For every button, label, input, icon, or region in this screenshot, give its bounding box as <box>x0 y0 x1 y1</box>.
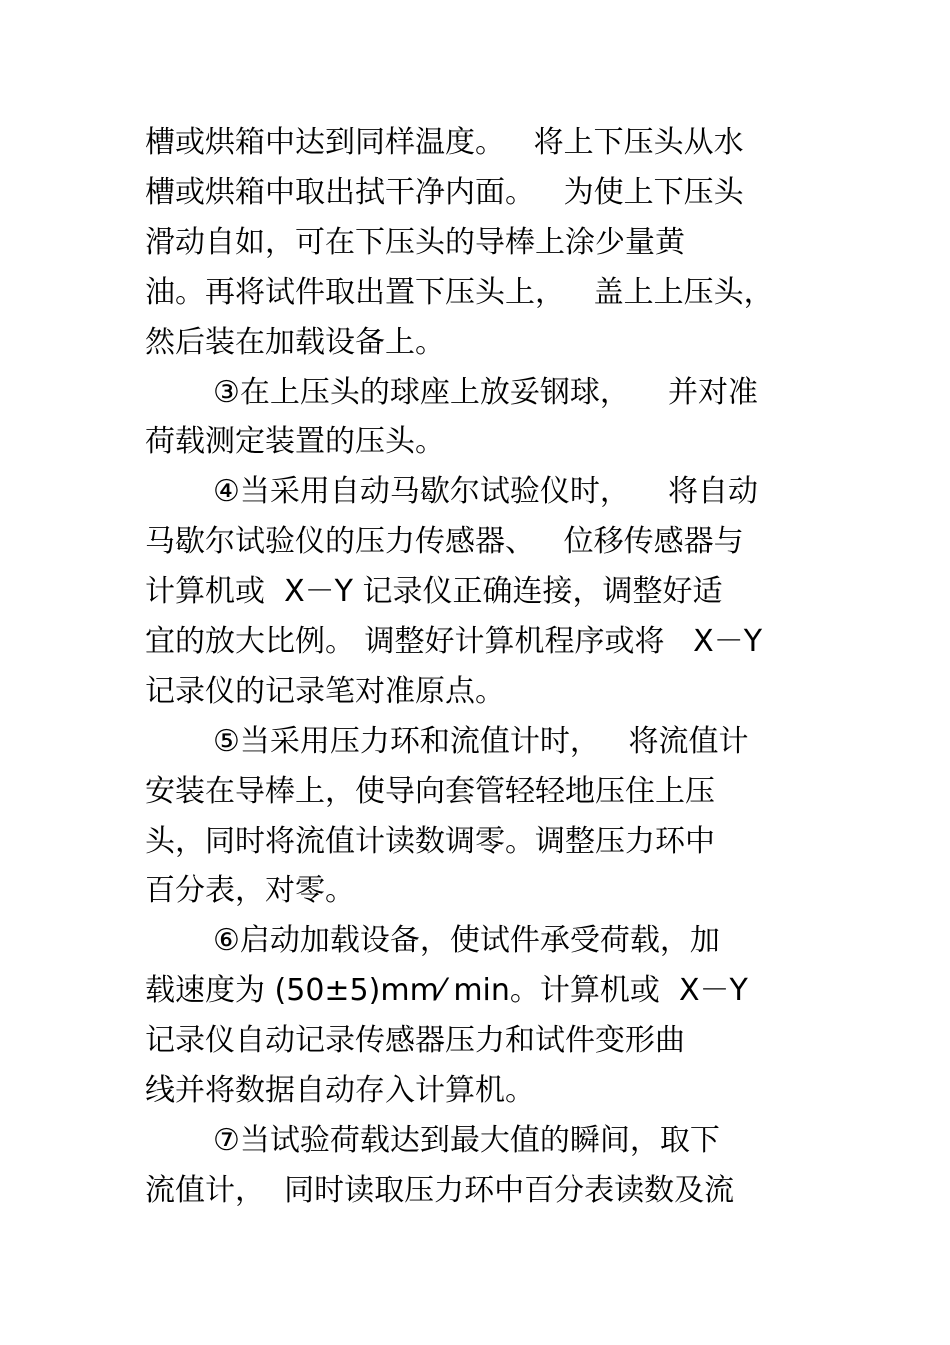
text-line: 槽或烘箱中取出拭干净内面。 为使上下压头 <box>145 175 744 210</box>
text-line: 马歇尔试验仪的压力传感器、 位移传感器与 <box>145 524 744 559</box>
text-line: 记录仪自动记录传感器压力和试件变形曲 <box>145 1023 685 1058</box>
text-line: 安装在导棒上，使导向套管轻轻地压住上压 <box>145 774 715 809</box>
text-line: ⑦当试验荷载达到最大值的瞬间，取下 <box>213 1123 720 1158</box>
text-line: 记录仪的记录笔对准原点。 <box>145 674 505 709</box>
text-line: 然后装在加载设备上。 <box>145 325 445 360</box>
text-line: 槽或烘箱中达到同样温度。 将上下压头从水 <box>145 125 744 160</box>
text-line: 头，同时将流值计读数调零。调整压力环中 <box>145 824 715 859</box>
text-line: 荷载测定装置的压头。 <box>145 424 445 459</box>
text-line: 百分表，对零。 <box>145 873 355 908</box>
text-line: ⑥启动加载设备，使试件承受荷载，加 <box>213 923 720 958</box>
text-line: 载速度为 (50±5)mm⁄ min。计算机或 X－Y <box>145 973 748 1008</box>
text-line: 计算机或 X－Y 记录仪正确连接，调整好适 <box>145 574 723 609</box>
text-line: 线并将数据自动存入计算机。 <box>145 1073 535 1108</box>
text-line: 油。再将试件取出置下压头上， 盖上上压头， <box>145 275 774 310</box>
text-line: ④当采用自动马歇尔试验仪时， 将自动 <box>213 474 759 509</box>
text-line: ③在上压头的球座上放妥钢球， 并对准 <box>213 375 759 410</box>
text-line: 宜的放大比例。 调整好计算机程序或将 X－Y <box>145 624 763 659</box>
text-line: 滑动自如，可在下压头的导棒上涂少量黄 <box>145 225 685 260</box>
text-line: ⑤当采用压力环和流值计时， 将流值计 <box>213 724 749 759</box>
text-line: 流值计， 同时读取压力环中百分表读数及流 <box>145 1173 735 1208</box>
